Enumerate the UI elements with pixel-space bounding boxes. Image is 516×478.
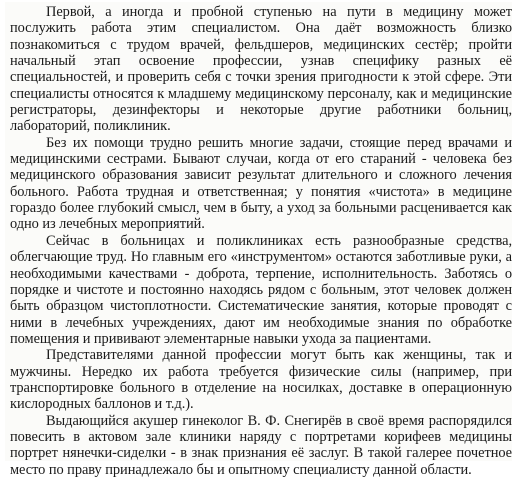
- paragraph-5: Выдающийся акушер гинеколог В. Ф. Снегирёв в своё время распорядился повесить в актовом зале клиники наряду с портретами корифеев медицины портрет нянечки-сиделки - в знак признания её заслуг. В такой галерее почетное место по праву принадлежало бы и опытному специалисту данной области.: [10, 412, 512, 478]
- paragraph-3: Сейчас в больницах и поликлиниках есть разнообразные средства, облегчающие труд. Но главным его «инструментом» остаются заботливые руки, а необходимыми качествами - доброта, терпение, исполнительность. Заботясь о порядке и чистоте и постоянно находясь рядом с больным, этот человек должен быть образцом чистоплотности. Систематические занятия, которые проводят с ними в лечебных учреждениях, дают им необходимые знания по обработке помещения и прививают элементарные навыки ухода за пациентами.: [10, 232, 512, 347]
- paragraph-2: Без их помощи трудно решить многие задачи, стоящие перед врачами и медицинскими сестрами. Бывают случаи, когда от его стараний - человека без медицинского образования зависит результат длительного и сложного лечения больного. Работа трудная и ответственная; у понятия «чистота» в медицине гораздо более глубокий смысл, чем в быту, а уход за больными расценивается как одно из лечебных мероприятий.: [10, 134, 512, 233]
- document-body: [10, 4, 512, 478]
- document-page: [5, 2, 512, 478]
- paragraph-1: Первой, а иногда и пробной ступенью на пути в медицину может послужить работа этим специалистом. Она даёт возможность близко познакомиться с трудом врачей, фельдшеров, медицинских сестёр; пройти начальный этап освоение профессии, узнав специфику разных её специальностей, и проверить себя с точки зрения пригодности к этой сфере. Эти специалисты относятся к младшему медицинскому персоналу, как и медицинские регистраторы, дезинфекторы и некоторые другие работники больниц, лабораторий, поликлиник.: [10, 4, 512, 135]
- paragraph-4: Представителями данной профессии могут быть как женщины, так и мужчины. Нередко их работа требуется физические силы (например, при транспортировке больного в отделение на носилках, доставке в операционную кислородных баллонов и т.д.).: [10, 347, 512, 413]
